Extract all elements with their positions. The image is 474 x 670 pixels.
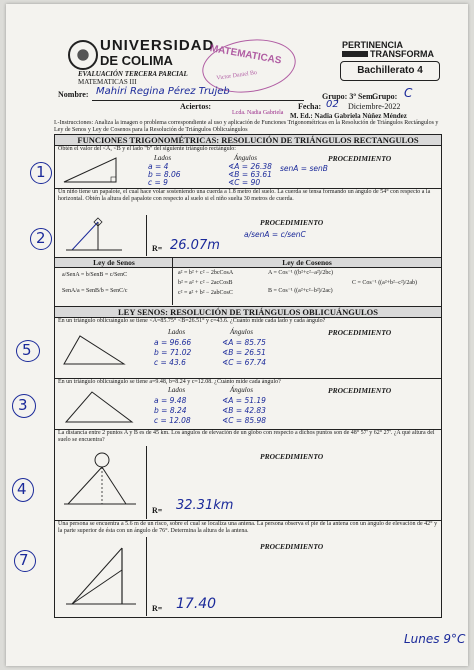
q2-prompt: Un niño tiene un papalote, el cual hace volar sosteniendo una cuerda a 1.8 metro del suelo. La cuerda se tensa formando un ángulo de 54° con respecto a la horizontal. Obtén la altura del papalote con respecto al suelo si el niño suelta 30 metros de cuerda. [58,189,431,202]
group-value[interactable]: C [404,86,413,100]
q4-angulos-label: Ángulos [230,386,253,394]
q3-angle-C[interactable]: ∢C = 67.74 [222,358,267,367]
sines-title: Ley de Senos [54,257,174,268]
q4-angle-A[interactable]: ∢A = 51.19 [222,396,266,405]
cosine-law-3: c² = a² + b² − 2abCosC [178,290,233,296]
cosine-law-1: a² = b² + c² − 2bcCosA [178,270,234,276]
cosine-law-2: b² = a² + c² − 2acCosB [178,280,233,286]
q4-triangle [62,388,142,426]
exam-sheet [6,4,468,666]
brand-bar [342,51,368,57]
problem-number-2: 2 [36,229,46,247]
university-name: UNIVERSIDAD [100,37,215,54]
q1-angle-C[interactable]: ∢C = 90 [228,178,261,187]
q4-lados-label: Lados [168,386,186,394]
teacher-label: M. Ed.: Nadia Gabriela Núñez Méndez [290,112,407,120]
q2-result-label: R= [152,244,163,253]
q2-kite-diagram [62,216,132,254]
q1-prompt: Obtén el valor del <A, <B y el lado "b" del siguiente triángulo rectángulo: [58,146,236,152]
q4-side-c[interactable]: c = 12.08 [154,416,191,425]
stamp-text-1: MATEMATICAS [209,43,283,67]
teacher-handwriting: Lcda. Nadia Gabriela [232,110,284,116]
subject-title: MATEMATICAS III [78,78,137,86]
q5-divider [146,446,147,519]
q4-procedure-label: PROCEDIMIENTO [328,386,392,395]
q1-work: senA = senB [280,164,328,173]
q2-result[interactable]: 26.07m [170,238,220,253]
name-label: Nombre: [58,90,89,99]
footer-handwriting: Lunes 9°C [404,632,466,646]
q3-angulos-label: Ángulos [230,328,253,336]
q4-side-b[interactable]: b = 8.24 [154,406,187,415]
cosine-angle-C: C = Cos⁻¹ ((a²+b²−c²)/2ab) [352,280,418,286]
q6-result[interactable]: 17.40 [176,596,217,612]
brand-line-2: TRANSFORMA [370,49,434,59]
problem-number-3: 3 [18,396,28,414]
q6-procedure-label: PROCEDIMIENTO [260,542,324,551]
q3-prompt: En un triángulo oblicuángulo se tiene <A=85.75° <B=26.51° y c=43.6. ¿Cuánto mide cada lado y cada ángulo? [58,318,326,324]
q4-side-a[interactable]: a = 9.48 [154,396,187,405]
q1-triangle [60,154,120,186]
q2-procedure-label: PROCEDIMIENTO [260,218,324,227]
q3-angle-B[interactable]: ∢B = 26.51 [222,348,266,357]
date-value[interactable]: 02 [326,99,339,110]
q6-result-label: R= [152,604,163,613]
q3-angle-A[interactable]: ∢A = 85.75 [222,338,266,347]
problem-number-1: 1 [36,163,46,181]
q3-lados-label: Lados [168,328,186,336]
group-label: Grupo: 3º Sem. [322,92,375,101]
university-name-2: DE COLIMA [100,53,173,68]
q6-divider [146,537,147,616]
group-suffix: Grupo: [372,92,398,101]
q4-angle-B[interactable]: ∢B = 42.83 [222,406,266,415]
q3-triangle [60,330,140,370]
university-logo-icon [68,40,98,70]
q6-antenna-diagram [62,544,142,614]
cosine-angle-B: B = Cos⁻¹ ((a²+c²−b²)/2ac) [268,288,333,294]
q1-side-c[interactable]: c = 9 [148,178,168,187]
section2-title: LEY SENOS: RESOLUCIÓN DE TRIÁNGULOS OBLICUÁNGULOS [54,306,442,318]
name-line [92,100,304,101]
q1-angulos-label: Ángulos [234,154,257,162]
level-badge: Bachillerato 4 [340,61,440,81]
q1-procedure-label: PROCEDIMIENTO [328,154,392,163]
q3-procedure-label: PROCEDIMIENTO [328,328,392,337]
q5-result-label: R= [152,506,163,515]
problem-number-4: 4 [17,480,27,498]
name-value[interactable]: Mahiri Regina Pérez Trujeb [96,86,230,97]
q1-lados-label: Lados [154,154,172,162]
sines-law-2: SenA/a = SenB/b = SenC/c [62,288,128,294]
instructions: I.-Instrucciones: Analiza la imagen o problema correspondiente al uso y aplicación de Funciones Trigonométricas en la Resolución de Triángulos Rectángulos y Ley de Senos y Ley de Cosenos para la Resolución de Triángulos Oblicuángulos [54,120,439,133]
q5-result[interactable]: 32.31km [176,498,234,513]
sines-law-1: a/SenA = b/SenB = c/SenC [62,272,128,278]
q4-prompt: En un triángulo oblicuángulo se tiene a=9.48, b=8.24 y c=12.08. ¿Cuánto mide cada ángulo? [58,379,281,385]
q2-work: a/senA = c/senC [244,230,306,239]
date-label: Fecha: [298,102,322,111]
section1-title: FUNCIONES TRIGONOMÉTRICAS: RESOLUCIÓN DE TRIÁNGULOS RECTANGULOS [54,134,442,146]
problem-number-5: 5 [22,341,32,359]
q1-side-a[interactable]: a = 4 [148,162,169,171]
q6-prompt: Una persona se encuentra a 5.6 m de un risco, sobre el cual se localiza una antena. La persona observa el pie de la antena con un ángulo de elevación de 42° y la parte superior de ésta con un ángulo de 76°. Determina la altura de la antena. [58,521,438,534]
brand-line-1: PERTINENCIA [342,40,404,50]
q3-side-c[interactable]: c = 43.6 [154,358,186,367]
problem-number-7: 7 [19,551,29,569]
q3-side-a[interactable]: a = 96.66 [154,338,192,347]
q1-side-b[interactable]: b = 8.06 [148,170,181,179]
q1-angle-A[interactable]: ∢A = 26.38 [228,162,272,171]
q4-angle-C[interactable]: ∢C = 85.98 [222,416,267,425]
date-rest: Diciembre-2022 [348,102,401,111]
q5-prompt: La distancia entre 2 puntos A y B es de 45 km. Los ángulos de elevación de un globo con respecto a dichos puntos son de 48° 57' y 62° 27'. ¿A qué altura del suelo se encuentra? [58,430,435,443]
hits-label: Aciertos: [180,102,212,111]
cosines-title: Ley de Cosenos [172,257,442,268]
q1-angle-B[interactable]: ∢B = 63.61 [228,170,272,179]
exam-title: EVALUACIÓN TERCERA PARCIAL [78,70,188,78]
q5-balloon-diagram [62,450,142,514]
q2-divider [146,215,147,256]
stamp-text-2: Victor Daniel Bo [216,69,258,82]
q3-side-b[interactable]: b = 71.02 [154,348,192,357]
q5-procedure-label: PROCEDIMIENTO [260,452,324,461]
cosine-angle-A: A = Cos⁻¹ ((b²+c²−a²)/2bc) [268,270,334,276]
